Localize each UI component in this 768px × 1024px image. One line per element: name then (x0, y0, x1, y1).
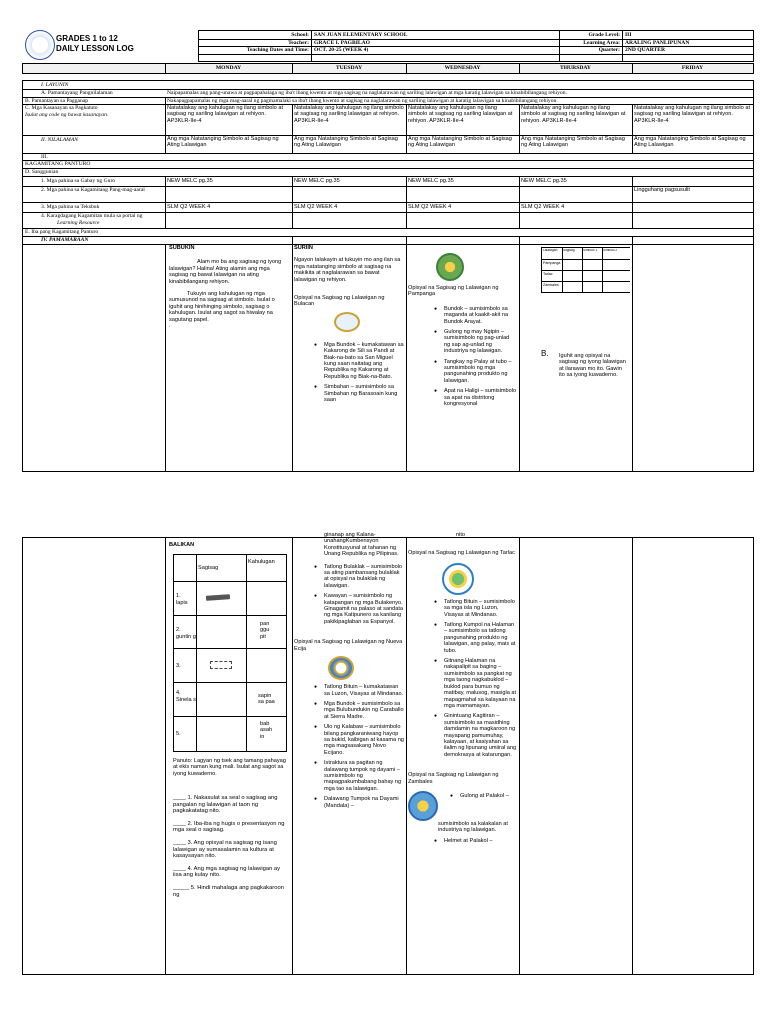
grade-value: III (625, 32, 632, 38)
gabay-tuesday: NEW MELC pg.35 (294, 178, 340, 184)
item1-text: 1. Nakasulat sa seal o sagisag ang pangalan ng lalawigan at taon ng pagkakatatag nito. (173, 795, 278, 815)
bulacan-item-1: ● Mga Bundok – kumakatawan sa Kakarong de Sili sa Pandi at Biak-na-bato sa San Miguel kung saan naitatag ang Republika ng Kakarong at Republika ng Biak-na-Bato. (324, 342, 404, 380)
suriin-heading: SURIIN (294, 245, 313, 251)
balikan-row4-num: 4. (176, 690, 181, 696)
day-monday: MONDAY (215, 65, 242, 71)
item5-text: 5. Hindi mahalaga ang pagkakaroon ng (173, 884, 284, 898)
tr-zambales: Zambales (543, 283, 559, 287)
grade-label: Grade Level: (588, 32, 620, 38)
row-kagamitan-mag-label: 2. Mga pahina sa Kagamitang Pang-mag-aaral (41, 187, 145, 193)
row-teksbuk-label: 3. Mga pahina sa Teksbuk (41, 204, 100, 210)
quarter-label: Quarter: (598, 47, 620, 53)
nilalaman-thursday: Ang mga Natatanging Simbolo at Sagisag ng Ating Lalawigan (521, 136, 625, 149)
thursday-table (541, 247, 630, 293)
zambales-title: Opisyal na Sagisag ng Lalawigan ng Zambales (408, 772, 499, 785)
dates-value: OCT. 20-25 (WEEK 4) (314, 47, 369, 53)
row-pamantayang-label: A. Pamantayang Pangnilalaman (41, 90, 113, 96)
school-value: SAN JUAN ELEMENTARY SCHOOL (314, 32, 408, 38)
pampanga-item-3: ● Tangkay ng Palay at tubo – sumisimbolo ng mga pangunahing produkto ng lalawigan. (444, 359, 517, 385)
monday-balikan-cell (169, 542, 289, 972)
thursday-b-label: B. (541, 349, 549, 358)
kasanayan-wednesday: Natatalakay ang kahulugan ng ilang simbolo at sagisag ng sariling lalawigan at rehiyon. AP3KLR-IIe-4 (408, 105, 513, 124)
zambales-item1-cont: sumisimbolo sa kalakalan at industriya ng lalawigan. (438, 820, 508, 834)
item3-blank[interactable]: ____ (173, 839, 186, 846)
balikan-col-sagisag: Sagisag (198, 565, 219, 571)
ecija-item-4: ● Istraktura sa pagitan ng dalawang tumpok ng dayami – sumisimbolo ng mapagpakumbabang bahay ng mga tao sa lalawigan. (324, 760, 404, 792)
title-dll: DAILY LESSON LOG (56, 44, 134, 53)
item2-blank[interactable]: ____ (173, 820, 186, 827)
balikan-row3-num: 3. (176, 663, 181, 669)
gabay-monday: NEW MELC pg.35 (167, 178, 213, 184)
balikan-row1-name: lapis (176, 600, 188, 606)
subukin-dot: . (169, 323, 171, 330)
row-iba-label: E. Iba pang Kagamitang Panturo (25, 229, 99, 235)
item2-text: 2. Iba-iba ng hugis o presentasyon ng mga seal o sagisag. (173, 820, 285, 834)
ecija-item-2: ● Mga Bundok – sumisimbolo sa mga Bulubundukin ng Caraballo at Sierra Madre. (324, 701, 404, 720)
teacher-label: Teacher: (288, 39, 309, 46)
balikan-row2-meaning: pan ggu pit (260, 621, 270, 640)
row-nilalaman: II. NILALAMAN (41, 137, 78, 143)
kasanayan-tuesday: Natatalakay ang kahulugan ng ilang simbolo at sagisag ng sariling lalawigan at rehiyon. AP3KLR-IIe-4 (294, 105, 404, 124)
zambales-item-2: ● Helmet at Palakol – (444, 838, 517, 844)
sandals-icon (210, 661, 232, 669)
balikan-row4-name: Sinela s (176, 697, 196, 703)
teacher-value: GRACE I. PAGBILAO (314, 39, 370, 46)
item5-blank[interactable]: _____ (173, 884, 190, 891)
header-info-grid (198, 30, 754, 62)
tarlac-item-4: ● Ginintuang Kagitiran – sumisimbolo sa masidhing damdamin na magkaroon ng mayapang pamumuhay, kalayaan, at kasiyahan sa ilalim ng lipunang umiiral ang demokrasya at katarungan. (444, 713, 517, 758)
kasanayan-monday: Natatalakay ang kahulugan ng ilang simbolo at sagisag ng sariling lalawigan at rehiyon. AP3KLR-IIe-4 (167, 105, 283, 124)
pencil-icon (206, 594, 230, 601)
zambales-item-1: ● Gulong at Palakol – (460, 793, 516, 799)
wednesday-cell (408, 245, 517, 470)
th-simbolo2: Simbolo 2 (603, 249, 618, 252)
tarlac-item-1: ● Tatlong Bituin – sumisimbolo sa mga isla ng Luzon, Visayas at Mindanao. (444, 599, 517, 618)
wednesday-page2-cell (408, 532, 517, 972)
th-sagisag: Sagisag (563, 249, 575, 252)
day-thursday: THURSDAY (560, 65, 591, 71)
tuesday-page2-cell (294, 532, 404, 972)
day-tuesday: TUESDAY (335, 65, 363, 71)
balikan-row5-meaning: bab asah in (260, 721, 273, 740)
row-kasanayan-label: C. Mga Kasanayan sa Pagkatuto (25, 105, 98, 111)
th-simbolo1: Simbolo 1 (583, 249, 598, 252)
wednesday-page2-top: nito (456, 532, 466, 538)
zambales-seal-icon (408, 791, 438, 821)
nilalaman-tuesday: Ang mga Natatanging Simbolo at Sagisag ng Ating Lalawigan (294, 136, 398, 149)
row-karagdagang-sub: Learning Resource (57, 220, 100, 226)
bulacan-item-4: ● Kawayan – sumisimbolo ng katapangan ng mga Bulakenyo. Ginagamit na palaso at sandata ng mga Katipunero sa kanilang pakikipaglaban sa Espanyol. (324, 593, 404, 625)
th-lalawigan: Lalawigan (543, 249, 558, 252)
pampanga-title: Opisyal na Sagisag ng Lalawigan ng Pampanga (408, 285, 499, 298)
subukin-para1: Alam mo ba ang sagisag ng iyong lalawigan? Halina! Ating alamin ang mga sagisag ng bawat lalawigan na ating kinabibilangang rehiyon. (169, 259, 282, 285)
pampanga-item-2: ● Gulong ng may Ngipin – sumisimbolo ng pag-unlad ng sap ag-unlad ng industriya ng lalawigan. (444, 329, 517, 355)
nueva-ecija-seal-icon (328, 656, 354, 680)
row-gabay-label: 1. Mga pahina sa Gabay ng Guro (41, 178, 116, 184)
balikan-col-kahulugan: Kahulugan (248, 559, 275, 565)
bulacan-item-2: ● Simbahan – sumisimbolo sa Simbahan ng Barasoain kung saan (324, 384, 404, 403)
balikan-row2-name: guntin g (176, 634, 196, 640)
nilalaman-friday: Ang mga Natatanging Simbolo at Sagisag ng Ating Lalawigan (634, 136, 746, 149)
gabay-wednesday: NEW MELC pg.35 (408, 178, 454, 184)
ecija-title: Opisyal na Sagisag ng Lalawigan ng Nueva Ecija (294, 639, 403, 652)
item4-text: 4. Ang mga sagisag ng lalawigan ay iisa ang kulay nito. (173, 865, 281, 879)
tarlac-seal-icon (442, 563, 474, 595)
row-kagamitan-num: III. (41, 154, 48, 160)
nilalaman-wednesday: Ang mga Natatanging Simbolo at Sagisag ng Ating Lalawigan (408, 136, 512, 149)
balikan-row1-num: 1. (176, 593, 181, 599)
row-sanggunian: D. Sanggunian (25, 169, 59, 175)
ecija-item-1: ● Tatlong Bituin – kumakatawan sa Luzon, Visayas at Mindanao. (324, 684, 404, 697)
tarlac-title: Opisyal na Sagisag ng Lalawigan ng Tarlac (408, 550, 515, 557)
lesson-table-page1 (22, 80, 754, 472)
teksbuk-monday: SLM Q2 WEEK 4 (167, 204, 211, 210)
row-layunin: I. LAYUNIN (41, 82, 69, 88)
day-header-row (22, 63, 754, 74)
teksbuk-thursday: SLM Q2 WEEK 4 (521, 204, 565, 210)
thursday-b-text: Iguhit ang opisyal na sagisag ng iyong lalawigan at ilarawan mo ito. Gawin ito sa iyong kuwaderno. (559, 353, 626, 379)
day-wednesday: WEDNESDAY (444, 65, 481, 71)
tarlac-item-3: ● Gitnang Halaman na nakapalipit sa baging – sumisimbolo sa pangkat ng mga taong nagkabuklod – buklod para bumuo ng matibay, malusog, masigla at mapagmahal sa kalayaan na mga mamamayan. (444, 658, 517, 709)
tr-tarlac: Tarlac (543, 272, 553, 276)
bulacan-item-3: ● Tatlong Bulaklak – sumisimbolo sa ating pambansang bulaklak at opisyal na bulaklak ng lalawigan. (324, 564, 404, 590)
row-kagamitan-label: KAGAMITANG PANTURO (25, 161, 91, 167)
lesson-table-page2 (22, 532, 754, 975)
item4-blank[interactable]: ____ (173, 865, 186, 872)
kasanayan-friday: Natatalakay ang kahulugan ng ilang simbolo at sagisag ng sariling lalawigan at rehiyon. AP3KLR-IIe-4 (634, 105, 750, 124)
balikan-row5-num: 5. (176, 731, 181, 737)
row-pagganap-label: B. Pamantayan sa Pagganap (25, 97, 89, 104)
suriin-intro: Ngayon talakayin at tukuyin mo ang ilan sa mga natatanging simbolo at sagisag na makikita at naglalarawan sa bawat lalawigan ng rehiyon. (294, 257, 401, 283)
row-kasanayan-sub: Isulat ang code ng bawat kasanayan. (25, 112, 109, 118)
balikan-row2-num: 2. (176, 627, 181, 633)
balikan-panuto: Panuto: Lagyan ng tsek ang tamang pahayag at ekis naman kung mali. Isulat ang sagot sa iyong kuwaderno. (173, 758, 286, 777)
balikan-items (173, 795, 287, 898)
area-label: Learning Area: (583, 39, 620, 46)
item1-blank[interactable]: ____ (173, 795, 186, 801)
tuesday-suriin-cell (294, 245, 404, 470)
row-pagganap-text: Nakapagpapamalas ng mga mag-aaral ng pagmamalaki sa iba't ibang kwento at sagisag na naglalarawan ng sariling lalawigan at karatig lalawigan sa kinabibilangang rehiyon. (167, 97, 558, 104)
pampanga-item-1: ● Bundok – sumisimbolo sa maganda at kaakit-akit na Bundok Arayat. (444, 306, 517, 325)
subukin-heading: SUBUKIN (169, 245, 195, 251)
deped-seal-logo (25, 30, 55, 60)
tr-pampanga: Pampanga (543, 261, 561, 265)
monday-subukin-cell (169, 245, 289, 470)
ecija-item-3: ● Ulo ng Kalabaw – sumisimbolo bilang pangkaraniwang hayop sa bukid, kaibigan at kasama ng mga magsasakang Novo Ecijano. (324, 724, 404, 756)
thursday-cell (521, 245, 630, 470)
row-pamantayang-text: Naipapamalas ang pang-unawa at pagpapahalaga ng iba't ibang kwento at mga sagisag na naglalarawan ng sariling lalawigan at mga karatig lalawigan sa kinabibilangang rehiyon. (167, 90, 567, 96)
pampanga-item-4: ● Apat na Haligi – sumisimbolo sa apat na distritong kongresyonal (444, 388, 517, 407)
gabay-thursday: NEW MELC pg.35 (521, 178, 567, 184)
title-grades: GRADES 1 to 12 (56, 34, 118, 43)
subukin-para2: Tukuyin ang kahulugan ng mga sumusunod na sagisag at simbolo. Isulat o iguhit ang hinihinging simbolo, sagisag o kahulugan. Isulat ang sagot sa hiwalay na sagutang papel. (169, 291, 275, 323)
teksbuk-tuesday: SLM Q2 WEEK 4 (294, 204, 338, 210)
teksbuk-wednesday: SLM Q2 WEEK 4 (408, 204, 452, 210)
nilalaman-monday: Ang mga Natatanging Simbolo at Sagisag ng Ating Lalawigan (167, 136, 279, 149)
tarlac-item-2: ● Tatlong Kumpol na Halaman – sumisimbolo sa tatlong pangunahing produkto ng lalawigan, ang palay, mais at tubo. (444, 622, 517, 654)
dates-label: Teaching Dates and Time: (246, 47, 309, 53)
balikan-heading: BALIKAN (169, 542, 195, 548)
tuesday-page2-top: ginanap ang Kalana-unahangKumbensyon Konstitusyunal at tahanan ng Unang Republika ng Pilipinas. (324, 532, 399, 558)
quarter-value: 2ND QUARTER (625, 47, 666, 53)
day-friday: FRIDAY (681, 65, 704, 71)
bulacan-title: Opisyal na Sagisag ng Lalawigan ng Bulacan (294, 295, 385, 308)
friday-pagsusulit: Lingguhang pagsusulit (634, 187, 690, 193)
school-label: School: (291, 32, 309, 38)
row-karagdagang-label: 4. Karagdagang Kagamitan mula sa portal ng (41, 213, 143, 219)
pampanga-seal-icon (436, 253, 464, 281)
row-pamamaraan: IV. PAMAMARAAN (41, 237, 89, 243)
kasanayan-thursday: Natatalakay ang kahulugan ng ilang simbolo at sagisag ng sariling lalawigan at rehiyon. AP3KLR-IIe-4 (521, 105, 626, 124)
balikan-table (173, 554, 287, 752)
balikan-row4-meaning: sapin sa paa (258, 693, 275, 706)
bulacan-seal-icon (334, 312, 360, 332)
item3-text: 3. Ang opisyal na sagisag ng isang lalawigan ay sumasalamin sa kultura at kasaysayan nito. (173, 839, 277, 860)
ecija-item-5: ● Dalawang Tumpok na Dayami (Mandala) – (324, 796, 404, 809)
area-value: ARALING PANLIPUNAN (625, 39, 690, 46)
